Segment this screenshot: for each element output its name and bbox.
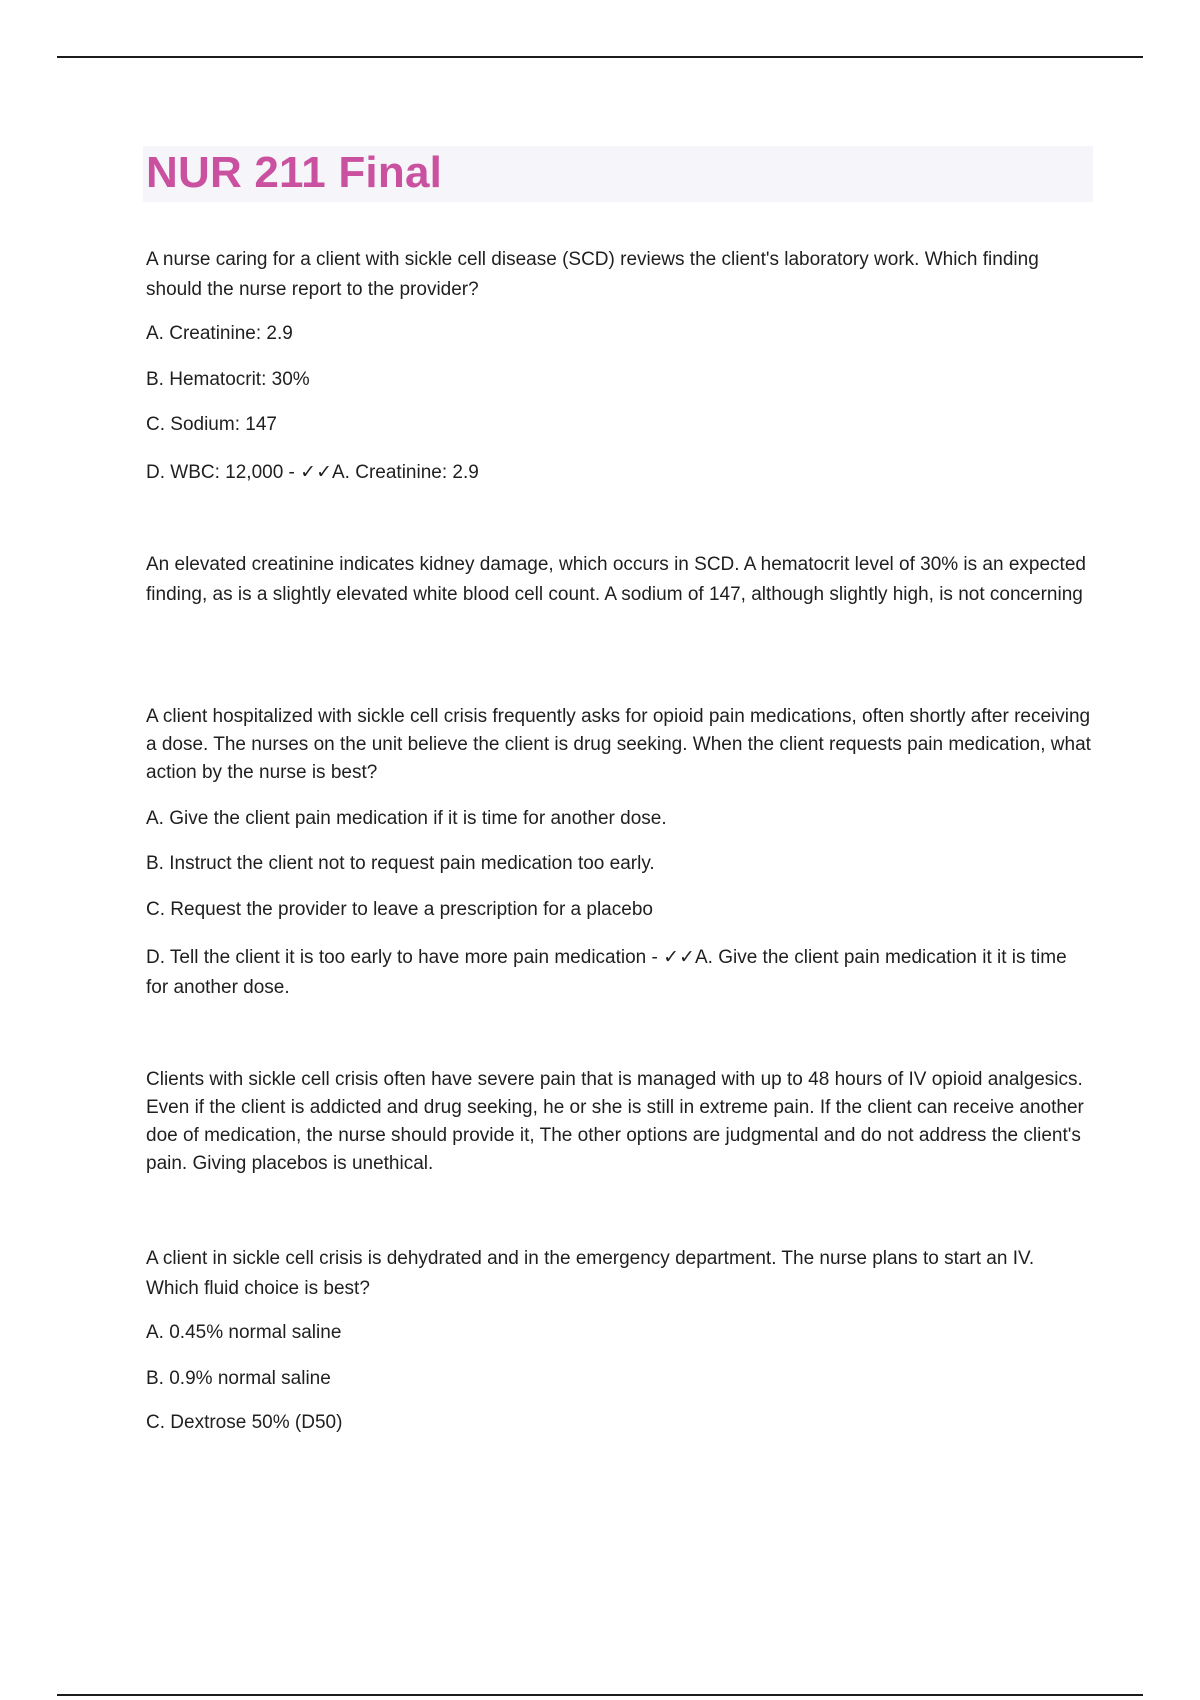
question-2-rationale: Clients with sickle cell crisis often have severe pain that is managed with up to 48 hours of IV opioid analgesics. Even if the client is addicted and drug seeking, he or she is still in extreme pain. If the client can receive another doe of medication, the nurse should provide it, The other options are judgmental and do not address the client's pain. Giving placebos is unethical. bbox=[146, 1069, 1084, 1174]
question-3-stem: A client in sickle cell crisis is dehydrated and in the emergency department. The nurse plans to start an IV. Which fluid choice is best? bbox=[146, 1248, 1035, 1299]
question-1-option-c: C. Sodium: 147 bbox=[146, 414, 277, 435]
question-2-option-d-answer: D. Tell the client it is too early to have more pain medication - ✓✓A. Give the client pain medication it it is time for another dose. bbox=[146, 947, 1067, 998]
document-title: NUR 211 Final bbox=[146, 148, 443, 197]
question-1-rationale: An elevated creatinine indicates kidney damage, which occurs in SCD. A hematocrit level of 30% is an expected finding, as is a slightly elevated white blood cell count. A sodium of 147, although slightly high, is not concerning bbox=[146, 554, 1086, 605]
question-2-stem: A client hospitalized with sickle cell crisis frequently asks for opioid pain medications, often shortly after receiving a dose. The nurses on the unit believe the client is drug seeking. When the client requests pain medication, what action by the nurse is best? bbox=[146, 706, 1091, 783]
question-3-option-b: B. 0.9% normal saline bbox=[146, 1368, 331, 1389]
question-3-option-a: A. 0.45% normal saline bbox=[146, 1322, 342, 1343]
question-3-option-c: C. Dextrose 50% (D50) bbox=[146, 1412, 343, 1433]
header-rule bbox=[57, 56, 1143, 58]
question-2-option-c: C. Request the provider to leave a prescription for a placebo bbox=[146, 899, 653, 920]
footer-rule bbox=[57, 1694, 1143, 1696]
question-2-option-a: A. Give the client pain medication if it is time for another dose. bbox=[146, 808, 667, 829]
question-1-stem: A nurse caring for a client with sickle cell disease (SCD) reviews the client's laboratory work. Which finding should the nurse report to the provider? bbox=[146, 249, 1039, 300]
question-1-option-d-answer: D. WBC: 12,000 - ✓✓A. Creatinine: 2.9 bbox=[146, 462, 479, 483]
question-1-option-a: A. Creatinine: 2.9 bbox=[146, 323, 293, 344]
question-1-option-b: B. Hematocrit: 30% bbox=[146, 369, 310, 390]
question-2-option-b: B. Instruct the client not to request pain medication too early. bbox=[146, 853, 655, 874]
